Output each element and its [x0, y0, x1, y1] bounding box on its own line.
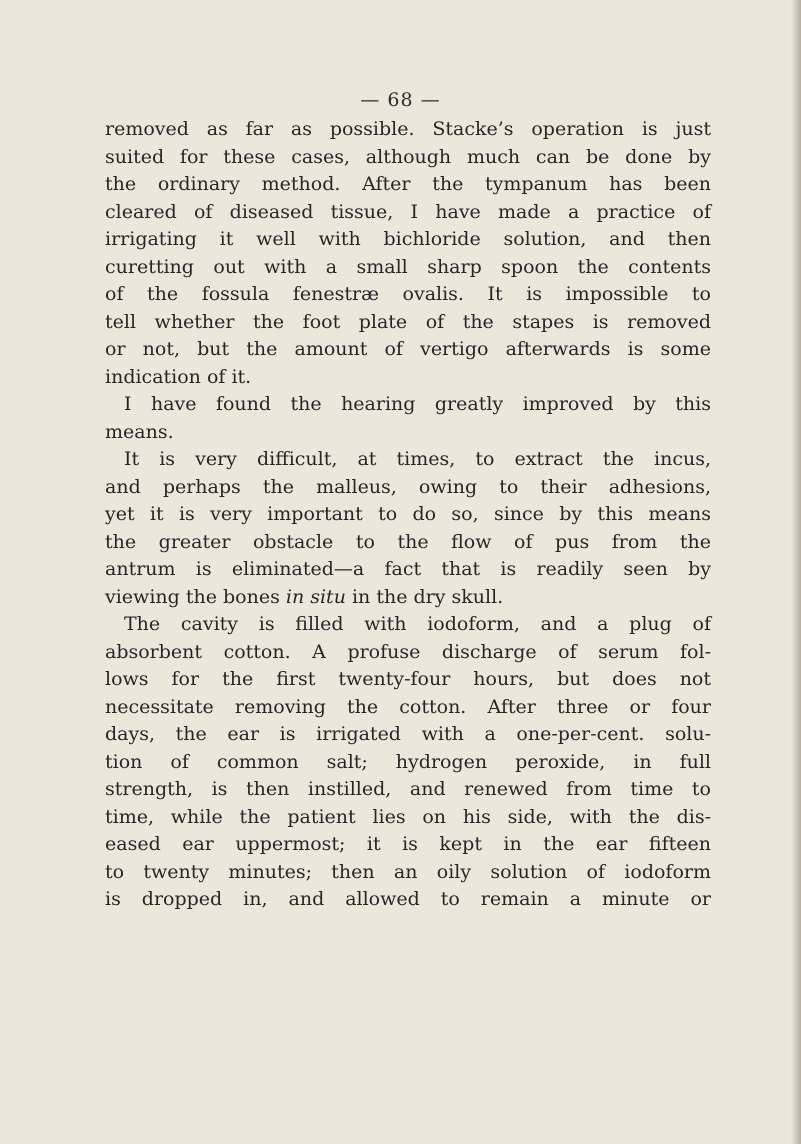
text-line: time, while the patient lies on his side, with the dis- — [105, 805, 711, 828]
text-line: lows for the first twenty-four hours, but does not — [105, 668, 711, 690]
text-line: removed as far as possible. Stacke’s operation is just — [105, 118, 711, 140]
text-line: I have found the hearing greatly improved by this — [124, 393, 711, 415]
text-line: yet it is very important to do so, since by this means — [105, 503, 711, 525]
text-line: to twenty minutes; then an oily solution of iodoform — [105, 860, 711, 883]
text-line: suited for these cases, although much can be done by — [105, 145, 711, 168]
body-text — [105, 116, 711, 914]
text-line: It is very difficult, at times, to extract the incus, — [124, 448, 711, 470]
text-line: tion of common salt; hydrogen peroxide, in full — [105, 750, 711, 773]
text-line: the ordinary method. After the tympanum has been — [105, 173, 711, 195]
text-line: antrum is eliminated—a fact that is readily seen by — [105, 558, 711, 580]
page-edge-shadow — [791, 0, 801, 1144]
text-line: indication of it. — [105, 365, 252, 388]
text-fragment: in the dry skull. — [345, 585, 504, 608]
page-number: — 68 — — [360, 89, 441, 111]
text-line: necessitate removing the cotton. After three or four — [105, 695, 711, 718]
text-line: absorbent cotton. A profuse discharge of serum fol- — [105, 640, 711, 663]
text-line: days, the ear is irrigated with a one-per-cent. solu- — [105, 723, 711, 745]
text-fragment: viewing the bones — [105, 585, 286, 608]
text-line: eased ear uppermost; it is kept in the ear fifteen — [105, 833, 711, 855]
text-line: is dropped in, and allowed to remain a minute or — [105, 888, 711, 910]
text-line: or not, but the amount of vertigo afterwards is some — [105, 338, 711, 360]
text-line: and perhaps the malleus, owing to their adhesions, — [105, 475, 711, 498]
text-line: strength, is then instilled, and renewed from time to — [105, 778, 711, 800]
text-line: tell whether the foot plate of the stapes is removed — [105, 310, 711, 333]
text-line: irrigating it well with bichloride solution, and then — [105, 228, 711, 250]
text-line: cleared of diseased tissue, I have made a practice of — [105, 200, 711, 223]
italic-phrase: in situ — [285, 585, 346, 608]
text-line: curetting out with a small sharp spoon the contents — [105, 255, 711, 278]
text-line: of the fossula fenestræ ovalis. It is impossible to — [105, 283, 711, 305]
text-line: The cavity is filled with iodoform, and a plug of — [124, 613, 711, 635]
text-line: means. — [105, 420, 174, 443]
text-line: the greater obstacle to the flow of pus from the — [105, 530, 711, 553]
text-line-with-italic — [105, 584, 711, 612]
